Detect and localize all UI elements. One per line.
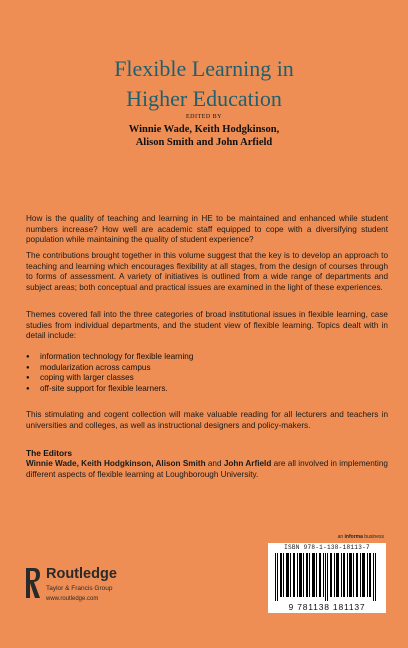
edited-by-label: EDITED BY <box>186 114 222 120</box>
editors-names: Winnie Wade, Keith Hodgkinson, Alison Smith <box>26 459 206 468</box>
editors-line-2: Alison Smith and John Arfield <box>135 137 273 148</box>
informa-brand: informa <box>344 534 363 540</box>
topic-item: ● coping with larger classes <box>26 373 193 384</box>
informa-note <box>338 534 384 540</box>
publisher-logo <box>24 566 144 616</box>
publisher-name: Routledge <box>46 566 117 582</box>
barcode-box <box>268 543 386 613</box>
publisher-tagline: Taylor & Francis Group <box>46 585 113 592</box>
blurb-paragraph-3: Themes covered fall into the three categories of broad institutional issues in flexible learning, case studies from individual departments, and the student view of flexible learning. Topics dealt with in detail include: <box>26 310 388 340</box>
editors-line-1: Winnie Wade, Keith Hodgkinson, <box>128 124 280 135</box>
barcode-icon <box>275 553 379 601</box>
editors-bio <box>26 459 388 480</box>
blurb-paragraph-1: How is the quality of teaching and learning in HE to be maintained and enhanced while student numbers increase? How well are academic staff equipped to cope with a diversifying student population while maintaining the quality of student experience? <box>26 214 388 244</box>
routledge-r-logo-icon <box>24 566 42 600</box>
editors-bio-rest: are all involved in implementing different aspects of flexible learning at Loughborough University. <box>26 459 388 479</box>
editors-heading: The Editors <box>26 448 73 458</box>
topics-list <box>26 352 193 394</box>
editors-last-name: John Arfield <box>223 459 272 468</box>
topic-item: ● modularization across campus <box>26 363 193 374</box>
topic-item: ● information technology for flexible learning <box>26 352 193 363</box>
informa-suffix: business <box>362 534 384 540</box>
title-line-1: Flexible Learning in <box>114 56 294 81</box>
editors-and: and <box>205 459 224 468</box>
publisher-url: www.routledge.com <box>46 596 99 602</box>
title-line-2: Higher Education <box>126 86 282 111</box>
blurb-paragraph-4: This stimulating and cogent collection will make valuable reading for all lecturers and teachers in universities and colleges, as well as instructional designers and policy-makers. <box>26 410 388 430</box>
topic-item: ● off-site support for flexible learners. <box>26 384 193 395</box>
isbn-text: ISBN 978-1-138-18113-7 <box>284 544 370 551</box>
informa-prefix: an <box>337 534 345 540</box>
blurb-paragraph-2: The contributions brought together in this volume suggest that the key is to develop an approach to teaching and learning which encourages flexibility at all stages, from the design of courses through to forms of assessment. A variety of initiatives is outlined from a wide range of departments and subject areas; both conceptual and practical issues are examined in the light of these experiences. <box>26 251 388 292</box>
barcode-number: 9 781138 181137 <box>288 602 366 612</box>
